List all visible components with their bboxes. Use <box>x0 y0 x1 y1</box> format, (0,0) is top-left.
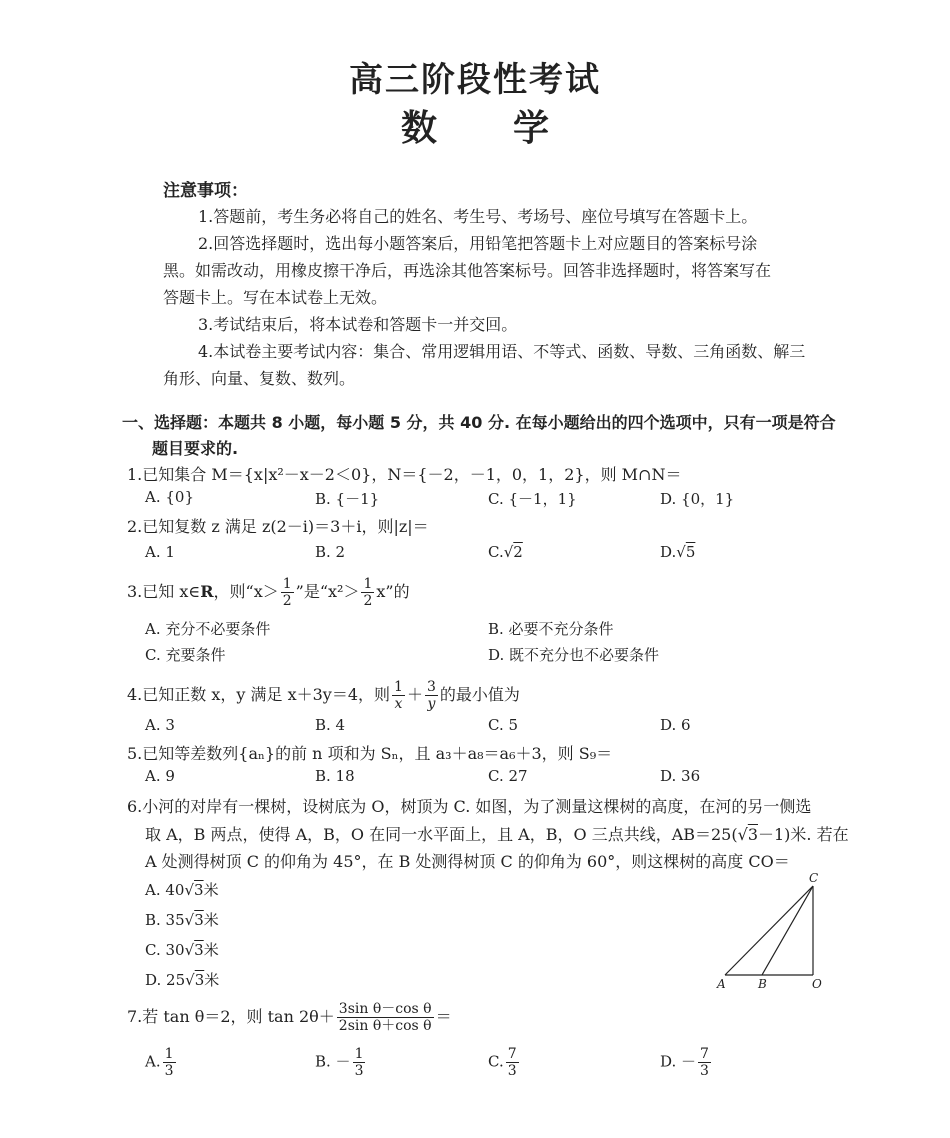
q6-option-d: D. 25√3米 <box>145 971 220 989</box>
q1-option-c: C. {－1，1} <box>488 490 577 508</box>
label-A: A <box>717 977 726 991</box>
notice-heading: 注意事项： <box>163 181 248 201</box>
q2-option-c: C.√2 <box>488 543 523 561</box>
notice-2-line3: 答题卡上。写在本试卷上无效。 <box>163 288 388 307</box>
q7-option-d: D. － $\frac{7}{3}$ <box>660 1046 709 1079</box>
notice-2-line1: 2.回答选择题时，选出每小题答案后，用铅笔把答题卡上对应题目的答案标号涂 <box>198 234 758 253</box>
q2-stem: 2.已知复数 z 满足 z(2－i)＝3＋i，则|z|＝ <box>127 517 429 536</box>
q4-fraction-1: $\frac{1}{x}$ <box>394 679 403 712</box>
q4-option-b: B. 4 <box>315 716 346 734</box>
q1-option-b: B. {－1} <box>315 490 380 508</box>
notice-1: 1.答题前，考生务必将自己的姓名、考生号、考场号、座位号填写在答题卡上。 <box>198 207 758 226</box>
q2-option-a: A. 1 <box>145 543 175 561</box>
subject-title <box>0 100 950 151</box>
q4-option-a: A. 3 <box>145 716 175 734</box>
q4-stem: 4.已知正数 x，y 满足 x＋3y＝4，则 $\frac{1}{x}$ ＋ $\frac{3}{y}$ 的最小值为 <box>127 679 520 712</box>
q1-stem: 1.已知集合 M＝{x|x²－x－2＜0}，N＝{－2，－1，0，1，2}，则 M∩N＝ <box>127 465 682 484</box>
label-C: C <box>809 871 819 885</box>
q7-option-b: B. － $\frac{1}{3}$ <box>315 1046 364 1079</box>
subject-char-1: 数 <box>400 108 437 149</box>
q4-fraction-2: $\frac{3}{y}$ <box>426 679 436 712</box>
label-O: O <box>812 977 822 991</box>
q5-option-a: A. 9 <box>145 767 175 785</box>
q6-triangle-figure <box>710 868 830 992</box>
subject-char-2: 学 <box>513 108 550 149</box>
q7-fraction: $\frac{\text{3sin θ－cos θ}}{\text{2sin θ＋cos θ}}$ <box>338 1001 432 1034</box>
q5-stem: 5.已知等差数列{aₙ}的前 n 项和为 Sₙ，且 a₃＋a₈＝a₆＋3，则 S₉＝ <box>127 744 613 763</box>
exam-title: 高三阶段性考试 <box>349 60 601 100</box>
q6-option-a: A. 40√3米 <box>145 881 219 899</box>
q7-option-c: C. $\frac{7}{3}$ <box>488 1046 517 1079</box>
notice-2-line2: 黑。如需改动，用橡皮擦干净后，再选涂其他答案标号。回答非选择题时，将答案写在 <box>163 261 772 280</box>
q3-stem: 3.已知 x∈R，则“x＞ $\frac{1}{2}$ ”是“x²＞ $\frac{1}{2}$ x”的 <box>127 576 410 609</box>
q6-stem-line3: A 处测得树顶 C 的仰角为 45°，在 B 处测得树顶 C 的仰角为 60°，则这棵树的高度 CO＝ <box>145 852 790 871</box>
q3-option-b: B. 必要不充分条件 <box>488 620 614 638</box>
q3-option-a: A. 充分不必要条件 <box>145 620 271 638</box>
q3-option-c: C. 充要条件 <box>145 646 226 664</box>
q1-option-d: D. {0，1} <box>660 490 735 508</box>
q7-option-a: A. $\frac{1}{3}$ <box>145 1046 174 1079</box>
section-heading: 一、选择题：本题共 8 小题，每小题 5 分，共 40 分. 在每小题给出的四个选项中，只有一项是符合 <box>122 413 836 432</box>
notice-4-line1: 4.本试卷主要考试内容：集合、常用逻辑用语、不等式、函数、导数、三角函数、解三 <box>198 342 806 361</box>
q4-option-c: C. 5 <box>488 716 519 734</box>
q7-stem: 7.若 tan θ＝2，则 tan 2θ＋ $\frac{\text{3sin θ－cos θ}}{\text{2sin θ＋cos θ}}$ ＝ <box>127 1001 452 1034</box>
q2-option-d: D.√5 <box>660 543 696 561</box>
q6-stem-line2: 取 A，B 两点，使得 A，B，O 在同一水平面上，且 A，B，O 三点共线，AB＝25(√3－1)米. 若在 <box>145 825 849 844</box>
label-B: B <box>758 977 767 991</box>
q5-option-b: B. 18 <box>315 767 355 785</box>
notice-4-line2: 角形、向量、复数、数列。 <box>163 369 356 388</box>
q5-option-c: C. 27 <box>488 767 528 785</box>
q6-option-c: C. 30√3米 <box>145 941 219 959</box>
q2-option-b: B. 2 <box>315 543 346 561</box>
notice-3: 3.考试结束后，将本试卷和答题卡一并交回。 <box>198 315 518 334</box>
section-heading-line2: 题目要求的. <box>152 439 239 458</box>
q3-option-d: D. 既不充分也不必要条件 <box>488 646 660 664</box>
q5-option-d: D. 36 <box>660 767 701 785</box>
q3-fraction-1: $\frac{1}{2}$ <box>282 576 292 609</box>
q6-stem-line1: 6.小河的对岸有一棵树，设树底为 O，树顶为 C. 如图，为了测量这棵树的高度，在河的另一侧选 <box>127 797 812 816</box>
q3-fraction-2: $\frac{1}{2}$ <box>363 576 373 609</box>
q1-option-a: A. {0} <box>145 488 194 506</box>
q6-option-b: B. 35√3米 <box>145 911 219 929</box>
q4-option-d: D. 6 <box>660 716 691 734</box>
